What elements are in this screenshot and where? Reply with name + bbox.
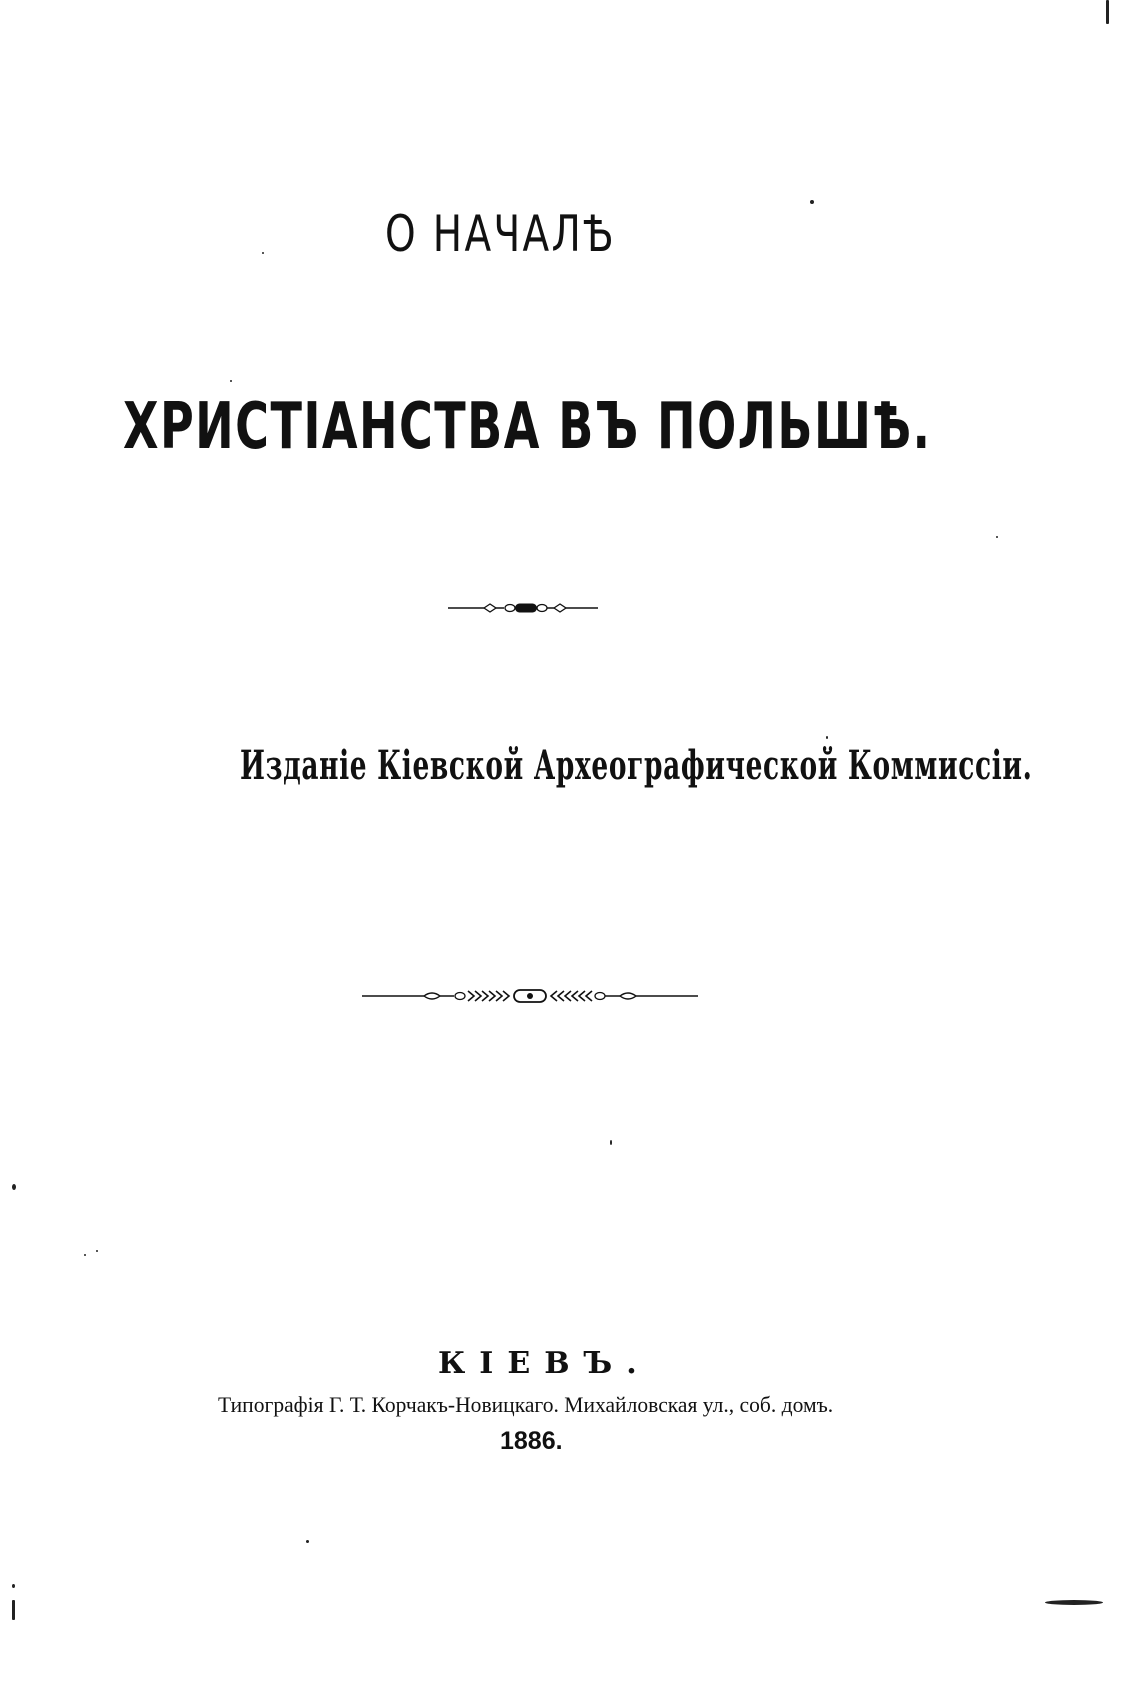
ornament-large [362, 986, 698, 1006]
title-line-2: ХРИСТІАНСТВА ВЪ ПОЛЬШѢ. [123, 390, 932, 464]
scan-speck [12, 1600, 15, 1620]
scan-speck [12, 1584, 15, 1588]
scan-speck [84, 1254, 86, 1256]
scan-speck [306, 1540, 309, 1543]
title-line-1: О НАЧАЛѢ [385, 205, 616, 263]
scan-speck [230, 380, 232, 382]
scan-speck [1106, 0, 1109, 24]
imprint-city: КІЕВЪ. [438, 1346, 651, 1381]
scan-speck [996, 536, 998, 538]
scan-speck [96, 1250, 98, 1252]
scan-speck [810, 200, 814, 204]
imprint-printer: Типографія Г. Т. Корчакъ-Новицкаго. Михайловская ул., соб. домъ. [218, 1392, 834, 1417]
scan-speck [826, 736, 828, 739]
scan-speck [610, 1140, 612, 1145]
scan-speck [1045, 1600, 1103, 1605]
scan-speck [12, 1184, 16, 1190]
ornament-small [448, 600, 598, 616]
publisher-note: Изданіе Кіевской Археографической Коммиссіи. [240, 742, 1033, 789]
imprint-year: 1886. [500, 1427, 563, 1455]
scan-speck [262, 252, 264, 254]
